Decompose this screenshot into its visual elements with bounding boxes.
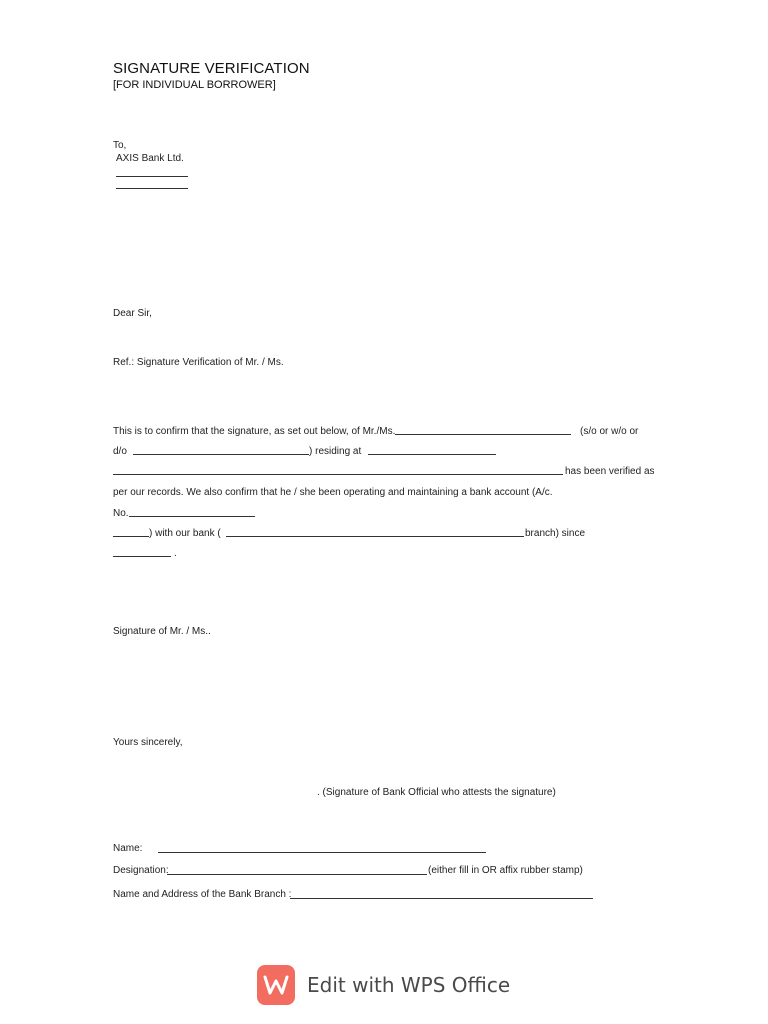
edit-with-wps-label: Edit with WPS Office xyxy=(307,973,511,997)
residence-blank-2 xyxy=(113,474,563,475)
official-signature-caption: . (Signature of Bank Official who attests the signature) xyxy=(317,787,556,798)
edit-with-wps-button[interactable] xyxy=(257,965,510,1005)
document-title: SIGNATURE VERIFICATION xyxy=(113,60,310,77)
relative-name-blank xyxy=(133,454,309,455)
borrower-name-blank xyxy=(395,434,571,435)
address-bank: AXIS Bank Ltd. xyxy=(116,153,184,164)
wps-logo-icon xyxy=(257,965,295,1005)
document-subtitle: [FOR INDIVIDUAL BORROWER] xyxy=(113,79,276,91)
designation-note: (either fill in OR affix rubber stamp) xyxy=(428,865,583,876)
body-line-1-text: This is to confirm that the signature, as set out below, of Mr./Ms. xyxy=(113,426,396,437)
residence-blank-1 xyxy=(368,454,496,455)
name-blank xyxy=(158,852,486,853)
borrower-signature-label: Signature of Mr. / Ms.. xyxy=(113,626,211,637)
body-line-2-residing: ) residing at xyxy=(309,446,362,457)
branch-address-blank xyxy=(290,898,593,899)
body-line-6-since: branch) since xyxy=(525,528,586,539)
name-label: Name: xyxy=(113,843,143,854)
closing: Yours sincerely, xyxy=(113,737,183,748)
address-to: To, xyxy=(113,140,127,151)
reference-line: Ref.: Signature Verification of Mr. / Ms. xyxy=(113,357,284,368)
body-line-1-relation: (s/o or w/o or xyxy=(580,426,639,437)
body-line-7-period: . xyxy=(174,548,177,559)
account-no-label: No. xyxy=(113,508,129,519)
address-line-1 xyxy=(116,176,188,177)
salutation: Dear Sir, xyxy=(113,308,152,319)
designation-label: Designation: xyxy=(113,865,169,876)
account-no-blank xyxy=(129,516,255,517)
branch-address-label: Name and Address of the Bank Branch : xyxy=(113,889,292,900)
designation-blank xyxy=(167,874,427,875)
body-line-6-bank: ) with our bank ( xyxy=(149,528,221,539)
body-line-4: per our records. We also confirm that he / she been operating and maintaining a bank account (A/c. xyxy=(113,487,553,498)
branch-blank xyxy=(226,536,524,537)
since-date-blank xyxy=(113,556,171,557)
address-line-2 xyxy=(116,188,188,189)
body-line-3-verified: has been verified as xyxy=(565,466,655,477)
body-line-2-prefix: d/o xyxy=(113,446,127,457)
account-no-blank-2 xyxy=(113,536,149,537)
